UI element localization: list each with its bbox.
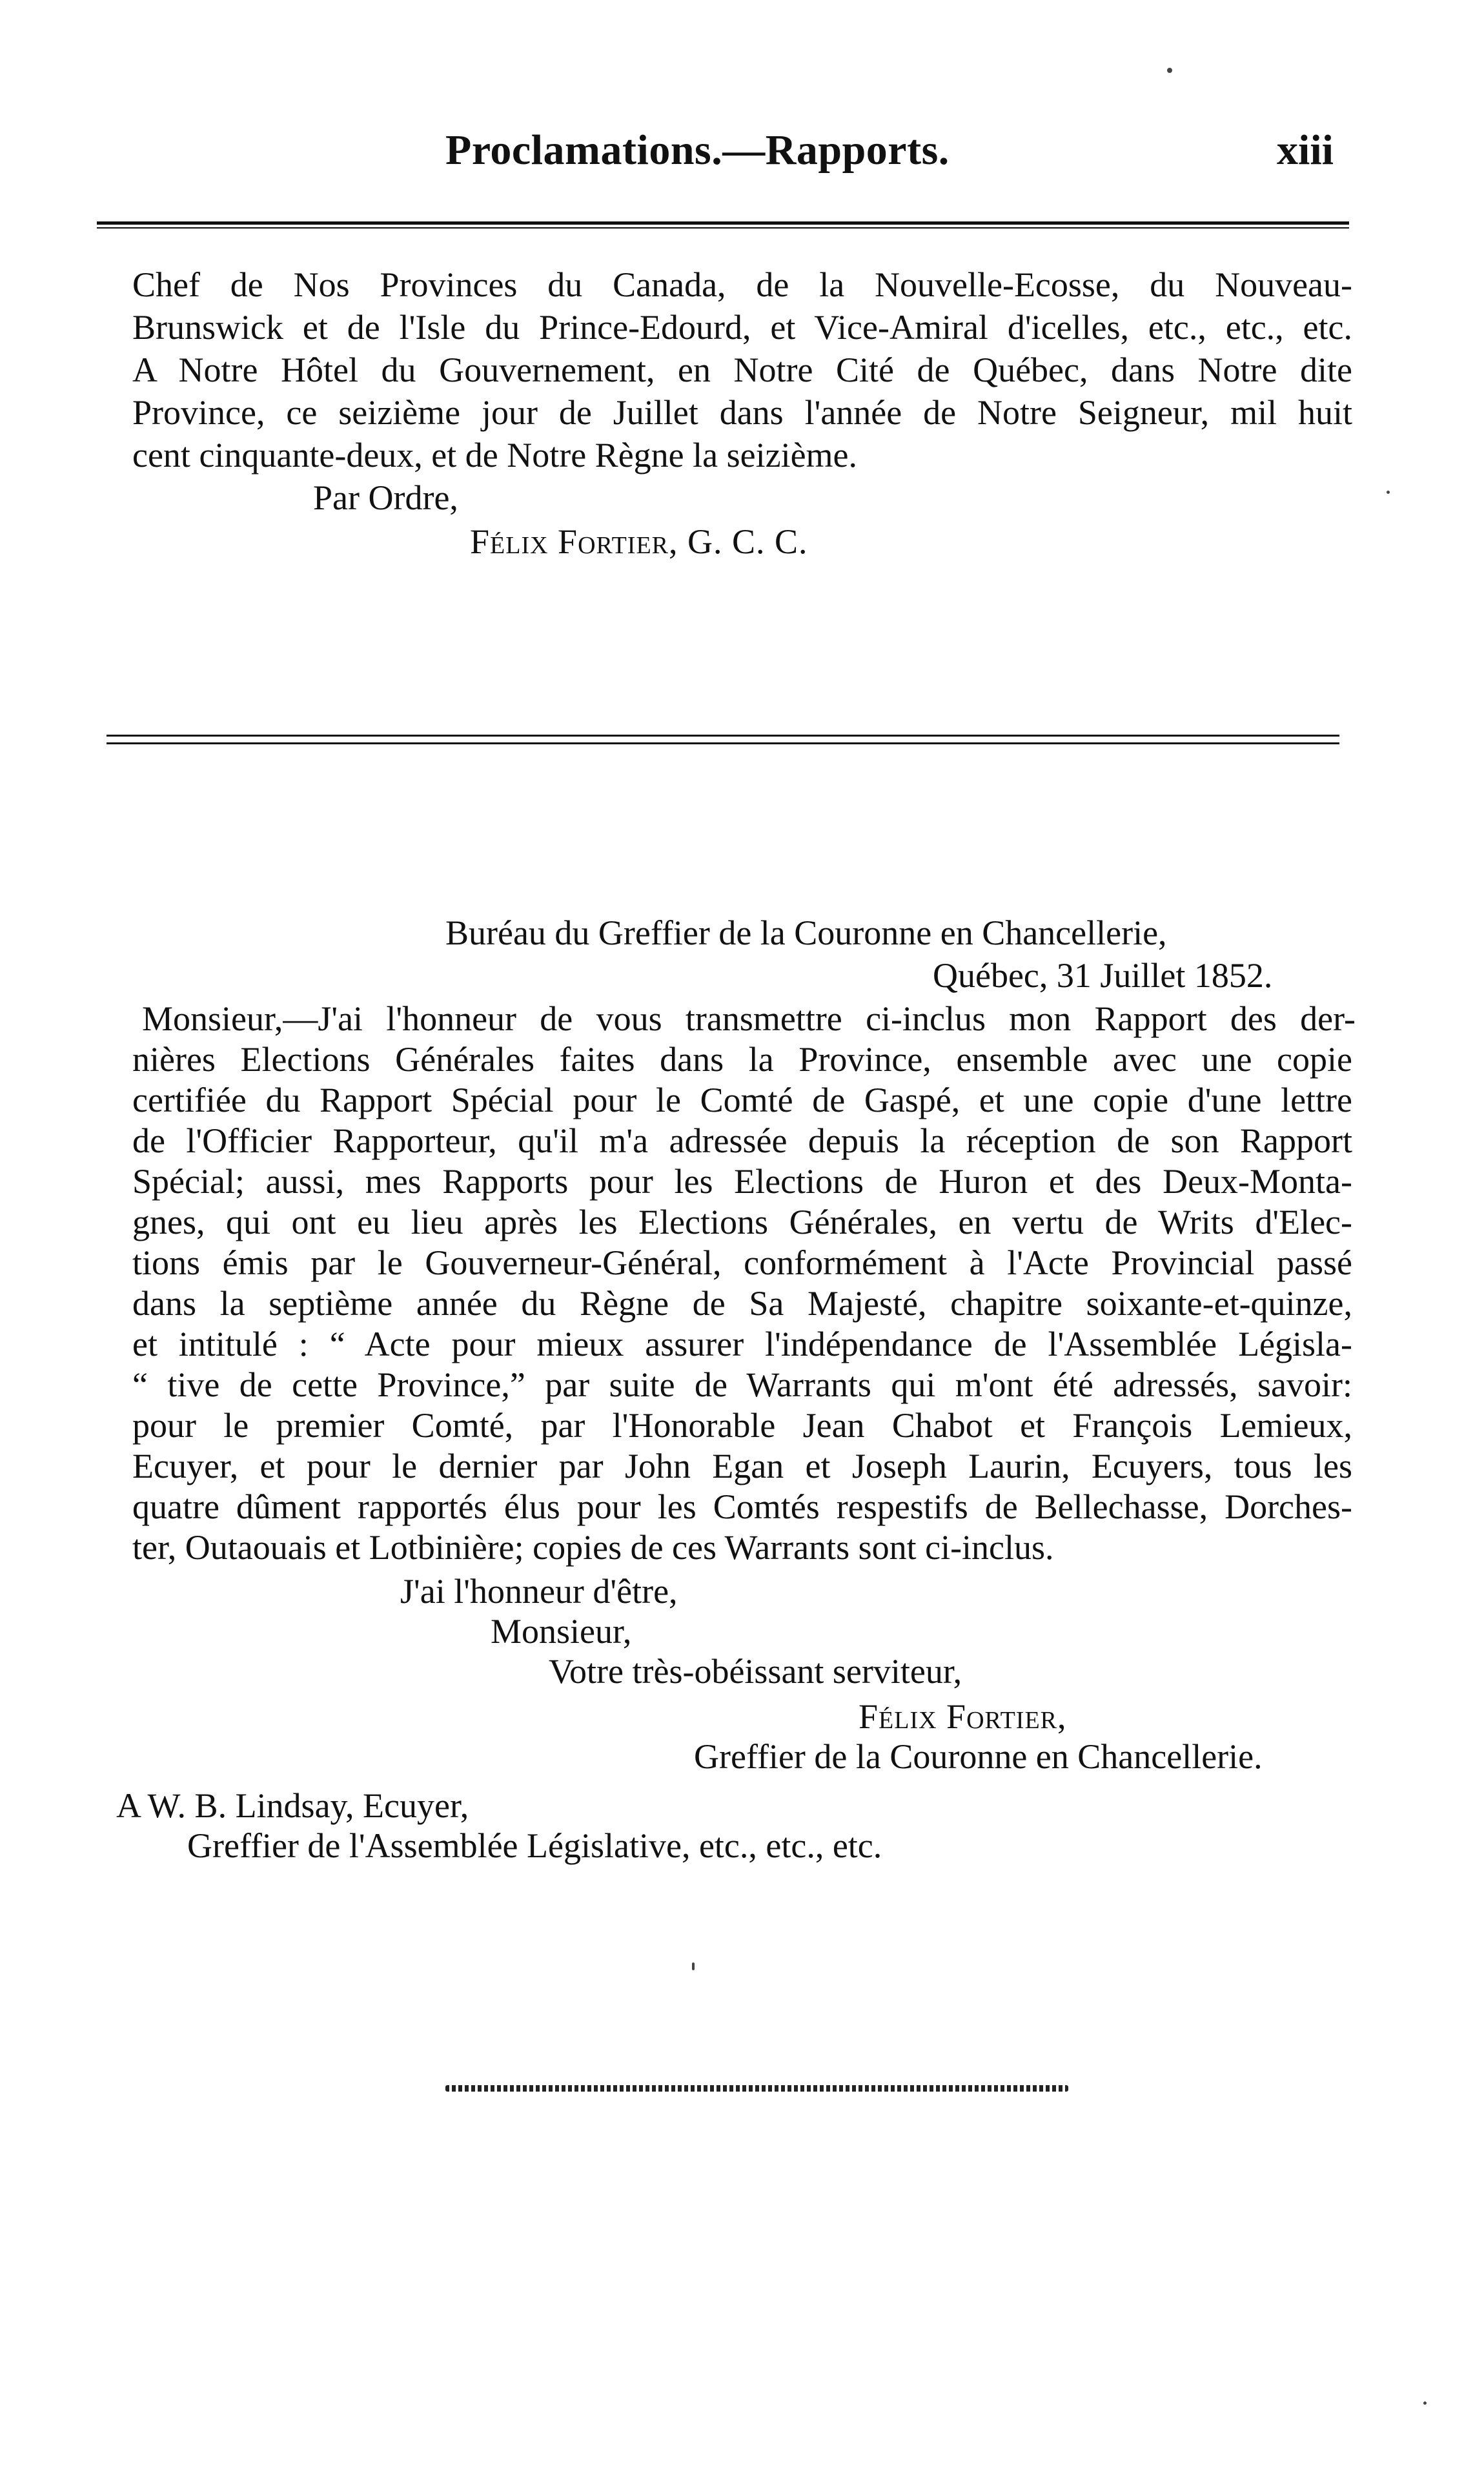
letter-body-line: quatre dûment rapportés élus pour les Comtés respestifs de Bellechasse, Dorches- [132,1487,1352,1526]
header-rule [97,221,1349,225]
closing-line: J'ai l'honneur d'être, [400,1572,678,1611]
proclamation-line: Chef de Nos Provinces du Canada, de la Nouvelle-Ecosse, du Nouveau- [132,265,1352,304]
letter-body-line: Monsieur,—J'ai l'honneur de vous transmettre ci-inclus mon Rapport des der- [142,999,1356,1038]
letter-body-line: et intitulé : “ Acte pour mieux assurer l'indépendance de l'Assemblée Législa- [132,1325,1352,1363]
letter-body-line: Spécial; aussi, mes Rapports pour les Elections de Huron et des Deux-Monta- [132,1162,1352,1201]
proclamation-line: A Notre Hôtel du Gouvernement, en Notre Cité de Québec, dans Notre dite [132,351,1352,389]
proclamation-line: Brunswick et de l'Isle du Prince-Edourd, et Vice-Amiral d'icelles, etc., etc., etc. [132,308,1352,347]
scan-speck [1167,68,1172,73]
letter-body-line: nières Elections Générales faites dans la Province, ensemble avec une copie [132,1040,1352,1079]
scan-speck [1423,2401,1427,2405]
letter-body-line: certifiée du Rapport Spécial pour le Comté de Gaspé, et une copie d'une lettre [132,1081,1352,1119]
header-rule-thin [97,227,1349,229]
proclamation-signature: Félix Fortier, G. C. C. [470,522,808,561]
letter-body-line: de l'Officier Rapporteur, qu'il m'a adressée depuis la réception de son Rapport [132,1121,1352,1160]
letter-signature-title: Greffier de la Couronne en Chancellerie. [694,1737,1263,1776]
par-ordre: Par Ordre, [313,478,458,517]
scan-speck [1387,491,1390,494]
letter-body-line: gnes, qui ont eu lieu après les Elections Générales, en vertu de Writs d'Elec- [132,1203,1352,1241]
letter-office: Buréau du Greffier de la Couronne en Chancellerie, [445,913,1167,952]
section-rule [107,735,1339,737]
letter-body-line: tions émis par le Gouverneur-Général, conformément à l'Acte Provincial passé [132,1243,1352,1282]
letter-body-line: “ tive de cette Province,” par suite de Warrants qui m'ont été adressés, savoir: [132,1365,1352,1404]
addressee: A W. B. Lindsay, Ecuyer, [116,1786,469,1825]
scan-speck [692,1962,695,1970]
page-number: xiii [1277,127,1334,174]
letter-signature: Félix Fortier, [859,1697,1067,1736]
letter-body-line: Ecuyer, et pour le dernier par John Egan et Joseph Laurin, Ecuyers, tous les [132,1447,1352,1485]
end-ornament-rule [445,2085,1068,2092]
proclamation-line: Province, ce seizième jour de Juillet dans l'année de Notre Seigneur, mil huit [132,393,1352,432]
addressee-title: Greffier de l'Assemblée Législative, etc., etc., etc. [187,1826,882,1865]
section-rule [107,742,1339,744]
letter-body-line: pour le premier Comté, par l'Honorable Jean Chabot et François Lemieux, [132,1406,1352,1445]
closing-line: Votre très-obéissant serviteur, [549,1652,962,1691]
running-header-title: Proclamations.—Rapports. [445,127,950,174]
letter-body-line: ter, Outaouais et Lotbinière; copies de ces Warrants sont ci-inclus. [132,1528,1054,1567]
closing-line: Monsieur, [491,1612,632,1651]
proclamation-line: cent cinquante-deux, et de Notre Règne la seizième. [132,436,858,474]
letter-place-date: Québec, 31 Juillet 1852. [933,956,1273,995]
letter-body-line: dans la septième année du Règne de Sa Majesté, chapitre soixante-et-quinze, [132,1284,1352,1323]
